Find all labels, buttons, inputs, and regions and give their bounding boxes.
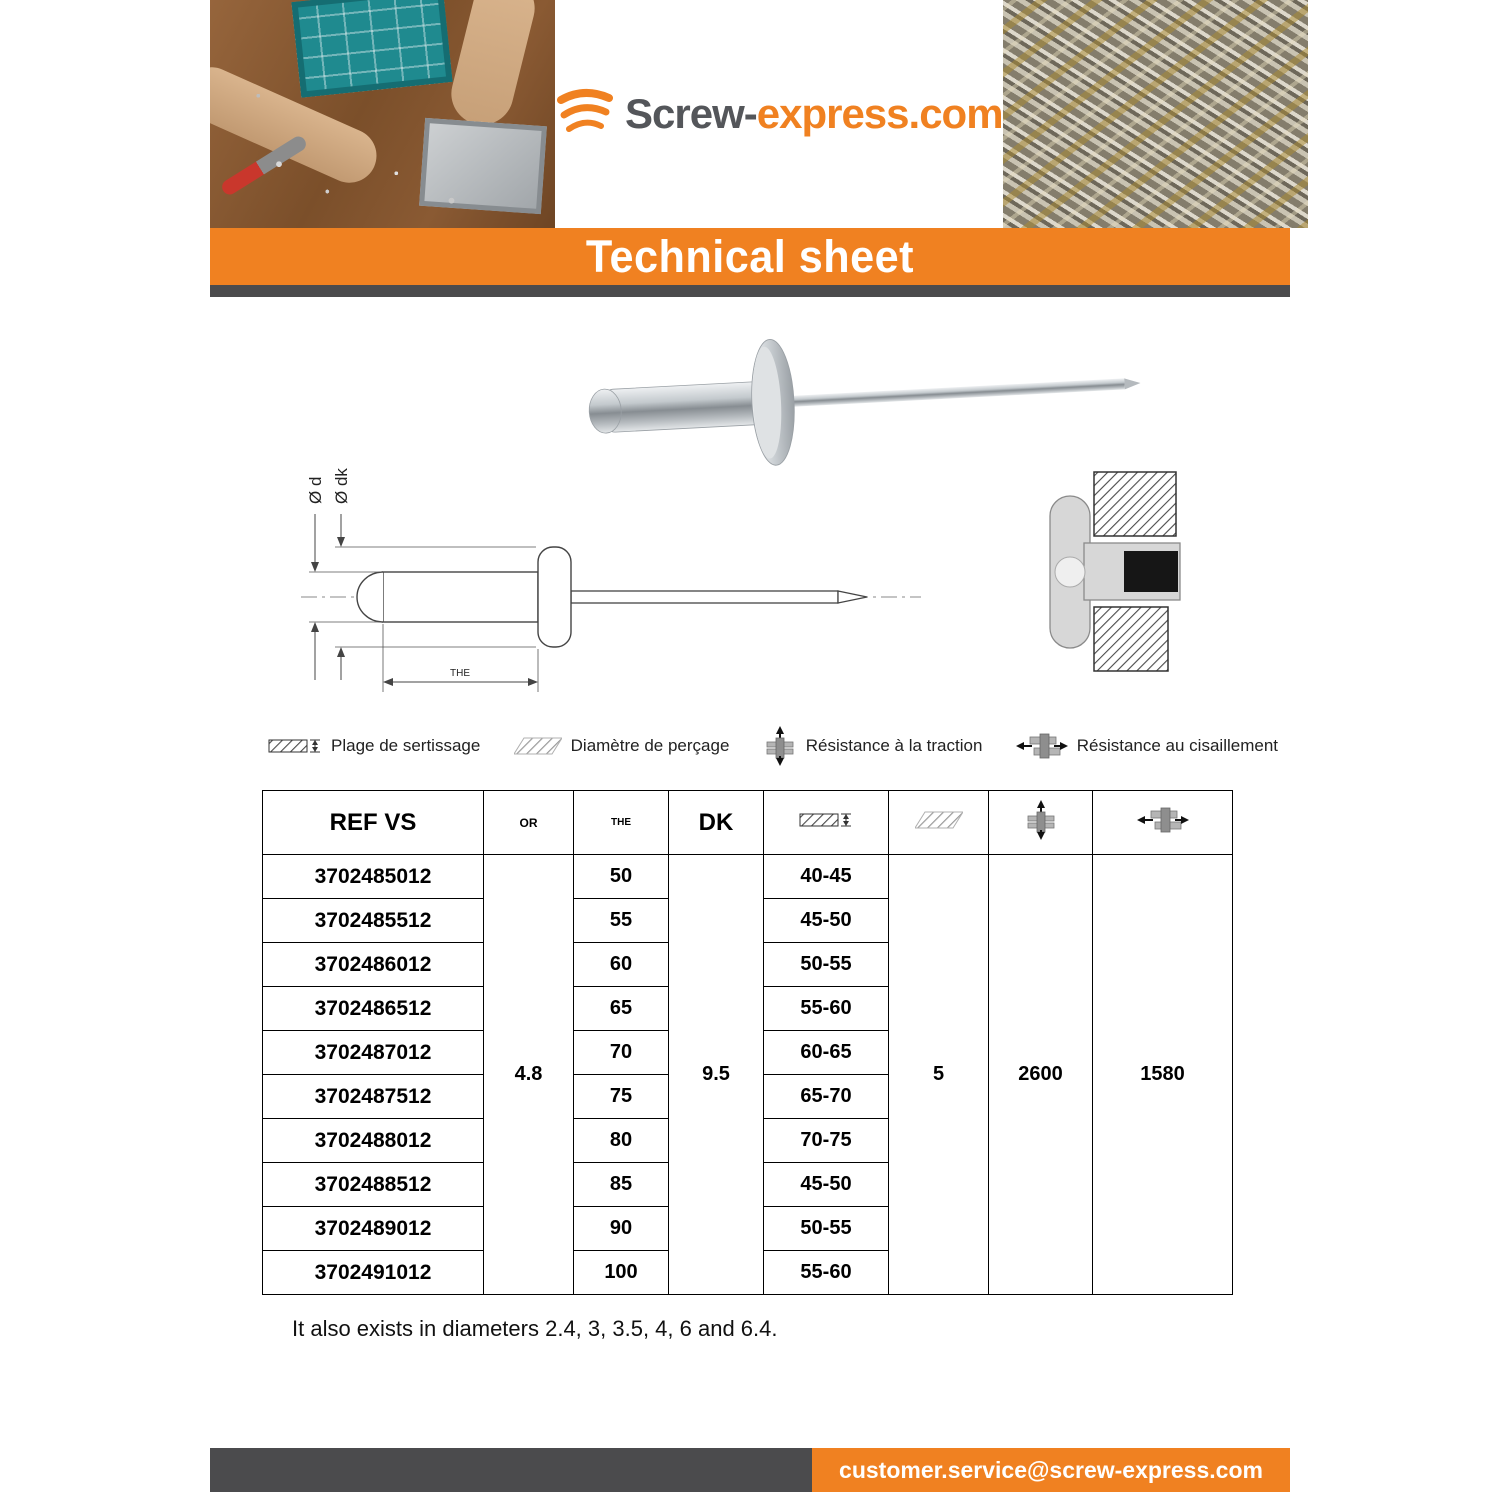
photo-decoration (419, 118, 547, 214)
ref-cell: 3702486012 (263, 943, 484, 987)
page-title: Technical sheet (585, 230, 915, 282)
spec-table-wrap (262, 790, 1233, 1295)
logo-swoosh-icon (555, 87, 617, 141)
ref-cell: 3702488512 (263, 1163, 484, 1207)
tensile-strength-icon (763, 726, 797, 766)
the-cell: 65 (574, 987, 669, 1031)
contact-email: customer.service@screw-express.com (839, 1456, 1263, 1483)
crimp-cell: 45-50 (764, 899, 889, 943)
the-cell: 85 (574, 1163, 669, 1207)
the-cell: 55 (574, 899, 669, 943)
header-drill-diameter (889, 791, 989, 855)
photo-decoration (291, 0, 452, 98)
the-cell: 90 (574, 1207, 669, 1251)
legend-item (1016, 733, 1278, 759)
legend-label: Résistance au cisaillement (1076, 736, 1278, 755)
legend-item (763, 726, 983, 766)
the-cell: 80 (574, 1119, 669, 1163)
photo-decoration (210, 59, 385, 192)
title-banner (210, 228, 1290, 285)
header-shear-strength (1093, 791, 1233, 855)
logo (555, 0, 1003, 228)
legend-item (514, 736, 730, 756)
header-dk: DK (669, 791, 764, 855)
legend-label: Diamètre de perçage (570, 736, 730, 755)
table-row (263, 855, 1233, 899)
tensile-strength-icon (1024, 800, 1058, 840)
ref-cell: 3702487512 (263, 1075, 484, 1119)
ref-cell: 3702487012 (263, 1031, 484, 1075)
crimp-cell: 55-60 (764, 987, 889, 1031)
footnote: It also exists in diameters 2.4, 3, 3.5, 4, 6 and 6.4. (292, 1316, 778, 1341)
photo-decoration (445, 0, 541, 131)
drill-diameter-icon (514, 736, 562, 756)
ref-cell: 3702491012 (263, 1251, 484, 1295)
legend (268, 726, 1278, 766)
the-cell: 50 (574, 855, 669, 899)
header-or: OR (484, 791, 574, 855)
traction-merged-cell: 2600 (989, 855, 1093, 1295)
shear-strength-icon (1016, 733, 1068, 759)
the-cell: 75 (574, 1075, 669, 1119)
crimp-range-icon (268, 734, 322, 758)
crimp-cell: 45-50 (764, 1163, 889, 1207)
diameter-d-label: Ø d (306, 476, 325, 504)
logo-text (625, 90, 1003, 138)
header-ref-vs: REF VS (263, 791, 484, 855)
crimp-cell: 40-45 (764, 855, 889, 899)
legend-label: Plage de sertissage (331, 736, 481, 755)
shear-merged-cell: 1580 (1093, 855, 1233, 1295)
header-crimp-range (764, 791, 889, 855)
ref-cell: 3702489012 (263, 1207, 484, 1251)
footer-bar (210, 1448, 812, 1492)
screws-photo (1003, 0, 1308, 228)
table-header-row (263, 791, 1233, 855)
ref-cell: 3702486512 (263, 987, 484, 1031)
ref-cell: 3702485512 (263, 899, 484, 943)
legend-item (268, 734, 480, 758)
the-dimension-label: THE (450, 668, 470, 679)
or-merged-cell: 4.8 (484, 855, 574, 1295)
logo-text-dark: Screw- (625, 90, 757, 137)
installed-rivet-cross-section (1032, 468, 1202, 678)
crimp-range-icon (799, 808, 853, 832)
spec-table (262, 790, 1233, 1295)
footer (210, 1448, 1290, 1492)
header (210, 0, 1290, 228)
footer-contact-band (812, 1448, 1290, 1492)
crimp-cell: 50-55 (764, 1207, 889, 1251)
crimp-cell: 65-70 (764, 1075, 889, 1119)
crimp-cell: 60-65 (764, 1031, 889, 1075)
crimp-cell: 50-55 (764, 943, 889, 987)
drill-merged-cell: 5 (889, 855, 989, 1295)
workbench-photo (210, 0, 555, 228)
crimp-cell: 70-75 (764, 1119, 889, 1163)
shear-strength-icon (1137, 807, 1189, 833)
banner-underline (210, 285, 1290, 297)
header-tensile-strength (989, 791, 1093, 855)
drill-diameter-icon (915, 810, 963, 830)
the-cell: 70 (574, 1031, 669, 1075)
legend-label: Résistance à la traction (805, 736, 983, 755)
photo-decoration (219, 134, 308, 198)
technical-drawing (283, 452, 933, 717)
crimp-cell: 55-60 (764, 1251, 889, 1295)
ref-cell: 3702485012 (263, 855, 484, 899)
ref-cell: 3702488012 (263, 1119, 484, 1163)
dk-merged-cell: 9.5 (669, 855, 764, 1295)
diameter-dk-label: Ø dk (332, 468, 351, 504)
logo-text-orange: express.com (756, 90, 1003, 137)
the-cell: 60 (574, 943, 669, 987)
header-the: THE (574, 791, 669, 855)
the-cell: 100 (574, 1251, 669, 1295)
